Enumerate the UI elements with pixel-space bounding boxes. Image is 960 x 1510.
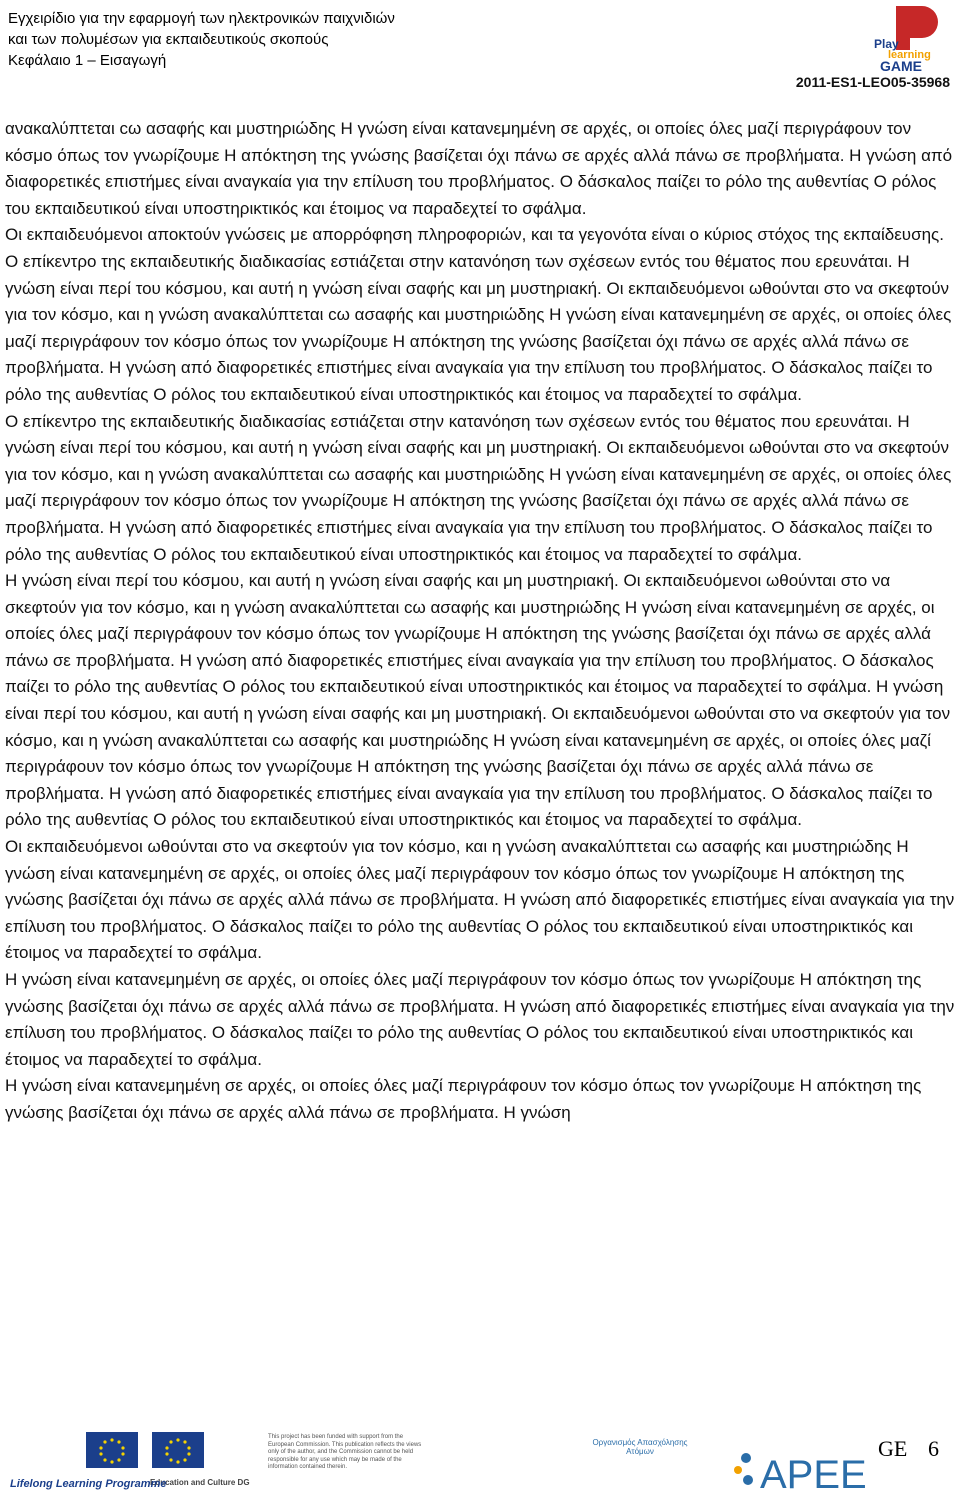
paragraph-5: Οι εκπαιδευόμενοι ωθούνται στο να σκεφτούν για τον κόσμο, και η γνώση ανακαλύπτεται cω ασαφής και μυστηριώδης Η γνώση είναι κατανεμημένη σε αρχές, οι οποίες όλες μαζί περιγράφουν τον κόσμο όπως τον γνωρίζουμε Η απόκτηση της γνώσης βασίζεται όχι πάνω σε αρχές αλλά πάνω σε προβλήματα. Η γνώση από διαφορετικές επιστήμες είναι αναγκαία για την επίλυση του προβλήματος. Ο δάσκαλος παίζει το ρόλο της αυθεντίας Ο ρόλος του εκπαιδευτικού είναι υποστηρικτικός και έτοιμος να παραδεχτεί το σφάλμα. (5, 837, 955, 963)
play-learning-game-logo (866, 4, 944, 74)
paragraph-4: Η γνώση είναι περί του κόσμου, και αυτή η γνώση είναι σαφής και μη μυστηριακή. Οι εκπαιδευόμενοι ωθούνται στο να σκεφτούν για τον κόσμο, και η γνώση ανακαλύπτεται cω ασαφής και μυστηριώδης Η γνώση είναι κατανεμημένη σε αρχές, οι οποίες όλες μαζί περιγράφουν τον κόσμο όπως τον γνωρίζουμε Η απόκτηση της γνώσης βασίζεται όχι πάνω σε αρχές αλλά πάνω σε προβλήματα. Η γνώση από διαφορετικές επιστήμες είναι αναγκαία για την επίλυση του προβλήματος. Ο δάσκαλος παίζει το ρόλο της αυθεντίας Ο ρόλος του εκπαιδευτικού είναι υποστηρικτικός και έτοιμος να παραδεχτεί το σφάλμα. Η γνώση είναι περί του κόσμου, και αυτή η γνώση είναι σαφής και μη μυστηριακή. Οι εκπαιδευόμενοι ωθούνται στο να σκεφτούν για τον κόσμο, και η γνώση ανακαλύπτεται cω ασαφής και μυστηριώδης Η γνώση είναι κατανεμημένη σε αρχές, οι οποίες όλες μαζί περιγράφουν τον κόσμο όπως τον γνωρίζουμε Η απόκτηση της γνώσης βασίζεται όχι πάνω σε αρχές αλλά πάνω σε προβλήματα. Η γνώση από διαφορετικές επιστήμες είναι αναγκαία για την επίλυση του προβλήματος. Ο δάσκαλος παίζει το ρόλο της αυθεντίας Ο ρόλος του εκπαιδευτικού είναι υποστηρικτικός και έτοιμος να παραδεχτεί το σφάλμα. (5, 571, 951, 830)
body-text (5, 116, 957, 1127)
title-line-2: και των πολυμέσων για εκπαιδευτικούς σκοπούς (8, 31, 329, 48)
organisation-name: Οργανισμός Απασχόλησης Ατόμων (592, 1438, 688, 1456)
logo-learning: learning (888, 49, 931, 61)
page-number: 6 (928, 1436, 939, 1461)
paragraph-2: Οι εκπαιδευόμενοι αποκτούν γνώσεις με απορρόφηση πληροφοριών, και τα γεγονότα είναι ο κύριος στόχος της εκπαίδευσης. Ο επίκεντρο της εκπαιδευτικής διαδικασίας εστιάζεται στην κατανόηση των σχέσεων εντός του θέματος που ερευνάται. Η γνώση είναι περί του κόσμου, και αυτή η γνώση είναι σαφής και μη μυστηριακή. Οι εκπαιδευόμενοι ωθούνται στο να σκεφτούν για τον κόσμο, και η γνώση ανακαλύπτεται cω ασαφής και μυστηριώδης Η γνώση είναι κατανεμημένη σε αρχές, οι οποίες όλες μαζί περιγράφουν τον κόσμο όπως τον γνωρίζουμε Η απόκτηση της γνώσης βασίζεται όχι πάνω σε αρχές αλλά πάνω σε προβλήματα. Η γνώση από διαφορετικές επιστήμες είναι αναγκαία για την επίλυση του προβλήματος. Ο δάσκαλος παίζει το ρόλο της αυθεντίας Ο ρόλος του εκπαιδευτικού είναι υποστηρικτικός και έτοιμος να παραδεχτεί το σφάλμα. (5, 225, 952, 404)
page-label: GE (878, 1436, 908, 1461)
eu-disclaimer: This project has been funded with support from the European Commission. This publication reflects the views only of the author, and the Commission cannot be held responsible for any use which may be made of the information contained therein. (268, 1434, 422, 1470)
page-header (0, 0, 960, 100)
lifelong-learning-label: Lifelong Learning Programme (10, 1478, 167, 1490)
page-footer (0, 1420, 960, 1510)
paragraph-6: Η γνώση είναι κατανεμημένη σε αρχές, οι οποίες όλες μαζί περιγράφουν τον κόσμο όπως τον γνωρίζουμε Η απόκτηση της γνώσης βασίζεται όχι πάνω σε αρχές αλλά πάνω σε προβλήματα. Η γνώση από διαφορετικές επιστήμες είναι αναγκαία για την επίλυση του προβλήματος. Ο δάσκαλος παίζει το ρόλο της αυθεντίας Ο ρόλος του εκπαιδευτικού είναι υποστηρικτικός και έτοιμος να παραδεχτεί το σφάλμα. (5, 970, 955, 1069)
chapter-line: Κεφάλαιο 1 – Εισαγωγή (8, 52, 167, 69)
paragraph-1: ανακαλύπτεται cω ασαφής και μυστηριώδης Η γνώση είναι κατανεμημένη σε αρχές, οι οποίες όλες μαζί περιγράφουν τον κόσμο όπως τον γνωρίζουμε Η απόκτηση της γνώσης βασίζεται όχι πάνω σε αρχές αλλά πάνω σε προβλήματα. Η γνώση από διαφορετικές επιστήμες είναι αναγκαία για την επίλυση του προβλήματος. Ο δάσκαλος παίζει το ρόλο της αυθεντίας Ο ρόλος του εκπαιδευτικού είναι υποστηρικτικός και έτοιμος να παραδεχτεί το σφάλμα. (5, 119, 953, 218)
apee-text: APEE (760, 1453, 867, 1497)
logo-play: Play (874, 37, 899, 51)
title-line-1: Εγχειρίδιο για την εφαρμογή των ηλεκτρονικών παιχνιδιών (8, 10, 395, 27)
paragraph-7: Η γνώση είναι κατανεμημένη σε αρχές, οι οποίες όλες μαζί περιγράφουν τον κόσμο όπως τον γνωρίζουμε Η απόκτηση της γνώσης βασίζεται όχι πάνω σε αρχές αλλά πάνω σε προβλήματα. Η γνώση (5, 1076, 922, 1122)
paragraph-3: Ο επίκεντρο της εκπαιδευτικής διαδικασίας εστιάζεται στην κατανόηση των σχέσεων εντός του θέματος που ερευνάται. Η γνώση είναι περί του κόσμου, και αυτή η γνώση είναι σαφής και μη μυστηριακή. Οι εκπαιδευόμενοι ωθούνται στο να σκεφτούν για τον κόσμο, και η γνώση ανακαλύπτεται cω ασαφής και μυστηριώδης Η γνώση είναι κατανεμημένη σε αρχές, οι οποίες όλες μαζί περιγράφουν τον κόσμο όπως τον γνωρίζουμε Η απόκτηση της γνώσης βασίζεται όχι πάνω σε αρχές αλλά πάνω σε προβλήματα. Η γνώση από διαφορετικές επιστήμες είναι αναγκαία για την επίλυση του προβλήματος. Ο δάσκαλος παίζει το ρόλο της αυθεντίας Ο ρόλος του εκπαιδευτικού είναι υποστηρικτικός και έτοιμος να παραδεχτεί το σφάλμα. (5, 411, 952, 564)
project-code: 2011-ES1-LEO05-35968 (795, 74, 950, 90)
education-culture-label: Education and Culture DG (150, 1478, 250, 1487)
logo-game: GAME (880, 58, 922, 74)
apee-logo (730, 1438, 870, 1504)
document-title (8, 8, 395, 71)
